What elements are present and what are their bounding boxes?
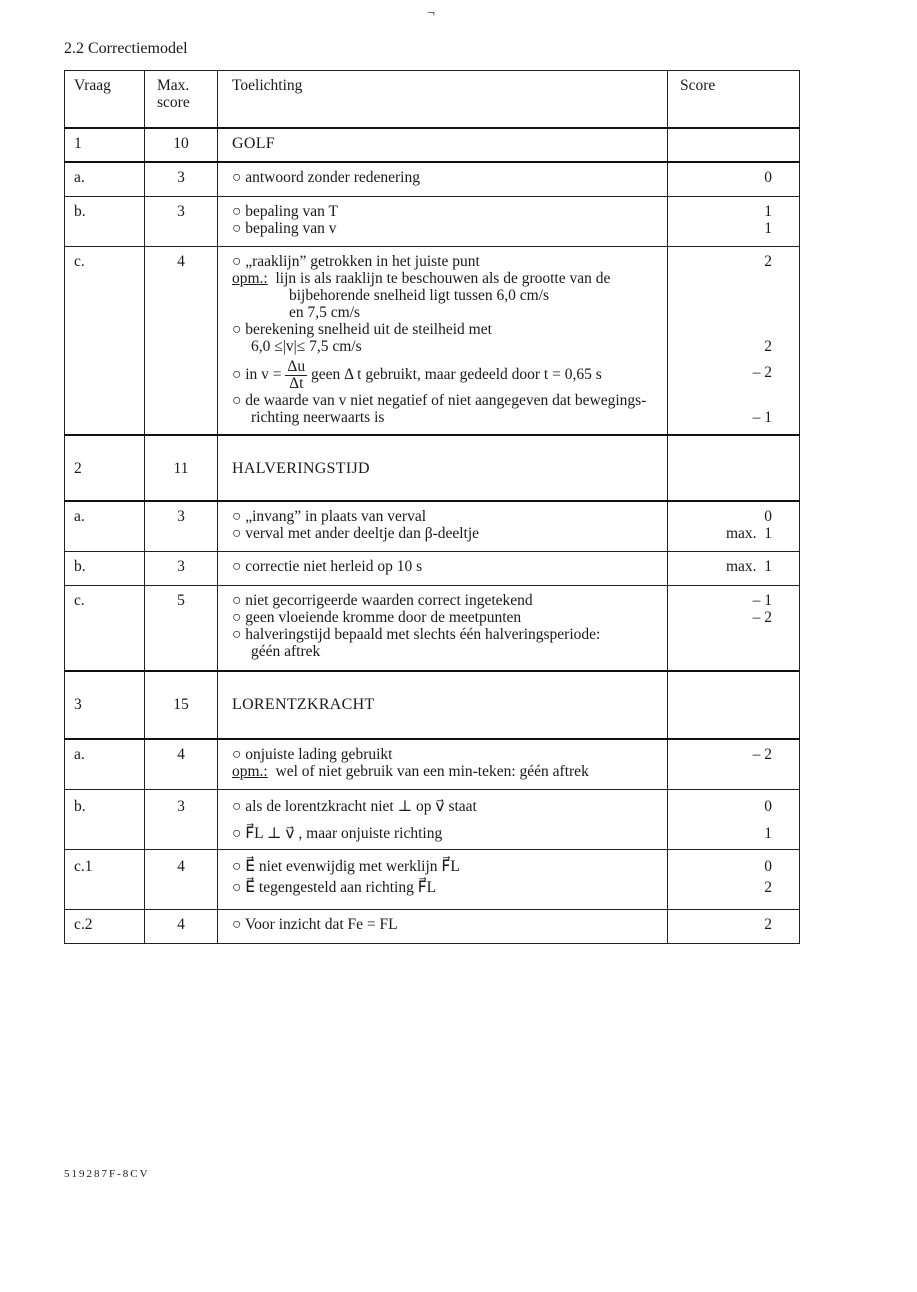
criterion: ○ de waarde van v niet negatief of niet aangegeven dat bewegings- [232,391,647,409]
criterion: ○ correctie niet herleid op 10 s [232,557,423,575]
table-row [65,162,800,196]
criterion-formula [232,359,659,392]
header-score: Score [668,71,800,129]
explanation [218,162,668,196]
score-value: 0 [764,857,772,875]
explanation [218,849,668,909]
question-part: a. [65,739,145,789]
table-row [65,789,800,849]
score-value: 0 [764,169,772,186]
table-row [65,909,800,943]
score-value: max. 1 [725,525,772,542]
table-row [65,671,800,739]
remark-label: opm.: [232,763,268,780]
criterion: ○ F⃗L ⊥ v⃗ , maar onjuiste richting [232,824,443,842]
section-title: GOLF [218,128,668,162]
question-number: 1 [65,128,145,162]
criterion: ○ berekening snelheid uit de steilheid met [232,320,492,338]
max-score: 4 [145,739,218,789]
header-toelichting: Toelichting [218,71,668,129]
fraction-denominator: Δt [289,374,304,392]
question-part: c. [65,585,145,671]
criterion: ○ „raaklijn” getrokken in het juiste punt [232,252,480,270]
table-row [65,128,800,162]
score-cell [668,739,800,789]
score-value: 0 [764,508,772,525]
score-cell [668,246,800,435]
score-value: 2 [764,252,772,270]
max-score: 3 [145,196,218,246]
score-cell [668,849,800,909]
header-max-line2: score [157,94,190,111]
score-value: max. 1 [725,557,772,575]
question-part: c.1 [65,849,145,909]
document-code: 519287F-8CV [64,1168,150,1180]
question-part: b. [65,196,145,246]
question-part: a. [65,162,145,196]
correction-table [64,70,800,944]
score-value: – 2 [752,363,772,381]
question-number: 3 [65,671,145,739]
question-part: b. [65,551,145,585]
max-score: 5 [145,585,218,671]
criterion: ○ bepaling van v [232,219,337,237]
explanation [218,585,668,671]
score-value: 1 [764,202,772,220]
section-title: HALVERINGSTIJD [218,435,668,501]
max-score: 4 [145,849,218,909]
max-score: 15 [145,671,218,739]
score-value: – 1 [752,408,772,426]
score-cell [668,789,800,849]
explanation [218,246,668,435]
table-row [65,739,800,789]
score-cell [668,128,800,162]
score-cell [668,551,800,585]
table-row [65,435,800,501]
criterion: ○ E⃗ tegengesteld aan richting F⃗L [232,878,437,896]
max-score: 3 [145,162,218,196]
score-cell [668,196,800,246]
formula-prefix: ○ in v = [232,365,282,383]
explanation [218,196,668,246]
fraction-numerator: Δu [287,357,306,375]
remark [232,270,659,287]
score-value: 2 [764,337,772,355]
criterion: ○ E⃗ niet evenwijdig met werklijn F⃗L [232,857,460,875]
criterion: ○ niet gecorrigeerde waarden correct ingetekend [232,591,533,609]
explanation [218,501,668,551]
max-score: 10 [145,128,218,162]
header-max-line1: Max. [157,77,190,94]
score-value: – 2 [752,746,772,763]
score-value: 1 [764,219,772,237]
score-value: 0 [764,797,772,815]
table-row [65,551,800,585]
score-cell [668,585,800,671]
remark-text: en 7,5 cm/s [289,303,361,321]
score-cell [668,671,800,739]
score-cell [668,909,800,943]
criterion: ○ verval met ander deeltje dan β-deeltje [232,525,480,542]
criterion: ○ „invang” in plaats van verval [232,508,426,525]
score-cell [668,501,800,551]
criterion: ○ antwoord zonder redenering [232,169,420,186]
criterion: ○ Voor inzicht dat Fe = FL [232,915,398,933]
score-value: 1 [764,824,772,842]
remark-label: opm.: [232,269,268,287]
question-number: 2 [65,435,145,501]
table-row [65,501,800,551]
explanation [218,739,668,789]
criterion: ○ bepaling van T [232,202,338,220]
score-value: 2 [764,915,772,933]
header-max-score [145,71,218,129]
criterion: ○ geen vloeiende kromme door de meetpunten [232,608,522,626]
page-mark: ¬ [427,6,435,21]
max-score: 3 [145,551,218,585]
criterion: ○ onjuiste lading gebruikt [232,746,393,763]
criterion: ○ halveringstijd bepaald met slechts één halveringsperiode: [232,625,601,643]
score-cell [668,162,800,196]
score-cell [668,435,800,501]
formula-suffix: geen Δ t gebruikt, maar gedeeld door t = 0,65 s [311,365,602,383]
table-row [65,196,800,246]
question-part: c.2 [65,909,145,943]
criterion-continuation: géén aftrek [251,642,321,660]
remark-text: lijn is als raaklijn te beschouwen als de grootte van de [275,269,611,287]
explanation [218,909,668,943]
question-part: b. [65,789,145,849]
table-row [65,246,800,435]
score-value: – 2 [752,608,772,626]
explanation [218,789,668,849]
table-header-row [65,71,800,129]
header-vraag: Vraag [65,71,145,129]
criterion-continuation: 6,0 ≤|v|≤ 7,5 cm/s [251,337,362,355]
max-score: 4 [145,909,218,943]
table-row [65,849,800,909]
explanation [218,551,668,585]
max-score: 3 [145,789,218,849]
remark [232,763,659,780]
remark-text: wel of niet gebruik van een min-teken: géén aftrek [275,763,589,780]
score-value: 2 [764,878,772,896]
question-part: c. [65,246,145,435]
max-score: 3 [145,501,218,551]
remark-text: bijbehorende snelheid ligt tussen 6,0 cm/s [289,286,550,304]
table-row [65,585,800,671]
question-part: a. [65,501,145,551]
section-title: LORENTZKRACHT [218,671,668,739]
page-heading: 2.2 Correctiemodel [64,40,188,57]
max-score: 4 [145,246,218,435]
criterion: ○ als de lorentzkracht niet ⊥ op v⃗ staat [232,797,477,815]
fraction [285,359,307,392]
criterion-continuation: richting neerwaarts is [251,408,385,426]
max-score: 11 [145,435,218,501]
score-value: – 1 [752,591,772,609]
